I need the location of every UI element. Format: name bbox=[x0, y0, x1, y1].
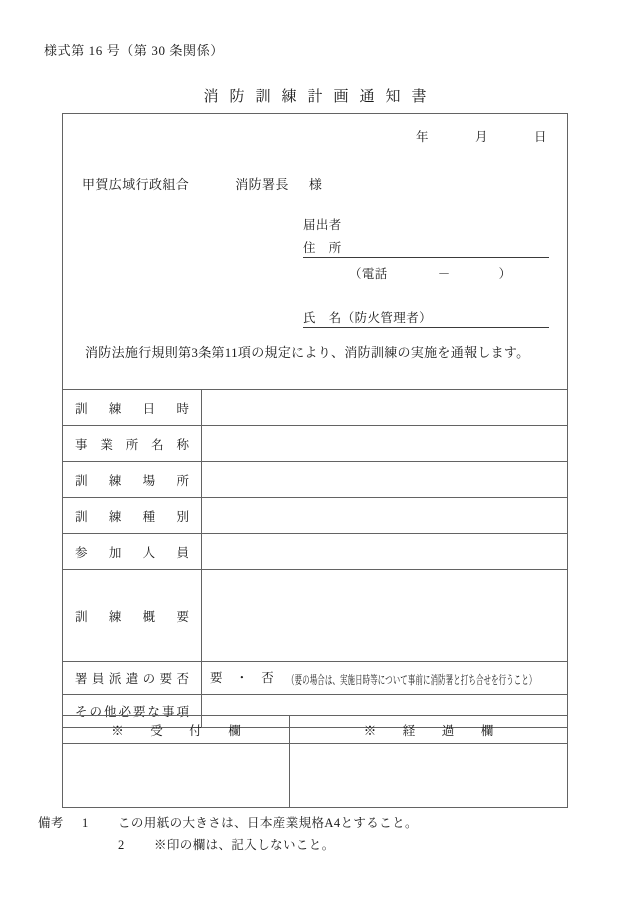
telephone-dash: － bbox=[437, 267, 451, 281]
date-day-label: 日 bbox=[533, 130, 547, 144]
date-year-label: 年 bbox=[415, 130, 429, 144]
dispatch-choice[interactable]: 要 ・ 否 bbox=[210, 671, 279, 686]
row-label-business-name: 事業所名称 bbox=[63, 426, 202, 462]
telephone-close-label: ） bbox=[498, 267, 512, 281]
official-use-table bbox=[62, 715, 568, 808]
row-value-drill-type[interactable] bbox=[202, 498, 568, 534]
submitter-block bbox=[303, 215, 549, 328]
addressee-title: 消防署長 bbox=[235, 177, 289, 192]
row-label-drill-datetime: 訓練日時 bbox=[63, 390, 202, 426]
remarks-item-number: 1 bbox=[82, 816, 89, 830]
row-value-drill-location[interactable] bbox=[202, 462, 568, 498]
remarks-item-text: この用紙の大きさは、日本産業規格A4とすること。 bbox=[118, 816, 418, 830]
table-row bbox=[63, 462, 568, 498]
progress-column-body[interactable] bbox=[290, 744, 568, 808]
remarks-item-text: ※印の欄は、記入しないこと。 bbox=[154, 837, 335, 852]
dispatch-note: （要の場合は、実施日時等について事前に消防署と打ち合せを行うこと） bbox=[286, 672, 537, 687]
row-value-drill-outline[interactable] bbox=[202, 570, 568, 662]
addressee-line bbox=[82, 174, 322, 193]
row-label-staff-dispatch: 署員派遣の要否 bbox=[63, 662, 202, 695]
row-value-business-name[interactable] bbox=[202, 426, 568, 462]
remarks-item-number: 2 bbox=[118, 837, 125, 852]
reception-column-header: ※ 受 付 欄 bbox=[63, 716, 290, 744]
remarks-section bbox=[38, 813, 418, 857]
row-label-drill-type: 訓練種別 bbox=[63, 498, 202, 534]
document-title: 消防訓練計画通知書 bbox=[203, 89, 438, 105]
official-body-row bbox=[63, 744, 568, 808]
addressee-honorific: 様 bbox=[308, 177, 323, 192]
header-region bbox=[63, 114, 567, 389]
submitter-section-label: 届出者 bbox=[303, 218, 342, 232]
row-label-other-matters: その他必要な事項 bbox=[63, 695, 202, 728]
table-row bbox=[63, 570, 568, 662]
row-value-drill-datetime[interactable] bbox=[202, 390, 568, 426]
form-number: 様式第 16 号（第 30 条関係） bbox=[44, 43, 224, 58]
remarks-item bbox=[38, 813, 418, 835]
progress-column-header: ※ 経 過 欄 bbox=[290, 716, 568, 744]
statement-text: 消防法施行規則第3条第11項の規定により、消防訓練の実施を通報します。 bbox=[85, 345, 530, 360]
remarks-label: 備考 bbox=[38, 816, 64, 830]
date-month-label: 月 bbox=[474, 130, 488, 144]
table-row bbox=[63, 390, 568, 426]
row-label-participants: 参加人員 bbox=[63, 534, 202, 570]
submitter-address-label: 住 所 bbox=[303, 241, 342, 255]
submitter-name-field[interactable] bbox=[303, 308, 549, 328]
reception-column-body[interactable] bbox=[63, 744, 290, 808]
addressee-organization: 甲賀広域行政組合 bbox=[82, 177, 190, 192]
row-value-staff-dispatch[interactable] bbox=[202, 662, 568, 695]
entry-table bbox=[62, 389, 568, 728]
telephone-open-label: （電話 bbox=[349, 267, 388, 281]
table-row bbox=[63, 534, 568, 570]
table-row bbox=[63, 498, 568, 534]
submitter-name-label: 氏 名（防火管理者） bbox=[303, 311, 433, 325]
form-frame bbox=[62, 113, 568, 808]
official-header-row bbox=[63, 716, 568, 744]
submitter-telephone-field[interactable] bbox=[303, 264, 549, 282]
table-row bbox=[63, 426, 568, 462]
row-value-participants[interactable] bbox=[202, 534, 568, 570]
date-line bbox=[416, 127, 547, 145]
remarks-item bbox=[38, 835, 418, 857]
submitter-address-field[interactable] bbox=[303, 238, 549, 258]
table-row bbox=[63, 662, 568, 695]
row-label-drill-outline: 訓練概要 bbox=[63, 570, 202, 662]
row-label-drill-location: 訓練場所 bbox=[63, 462, 202, 498]
